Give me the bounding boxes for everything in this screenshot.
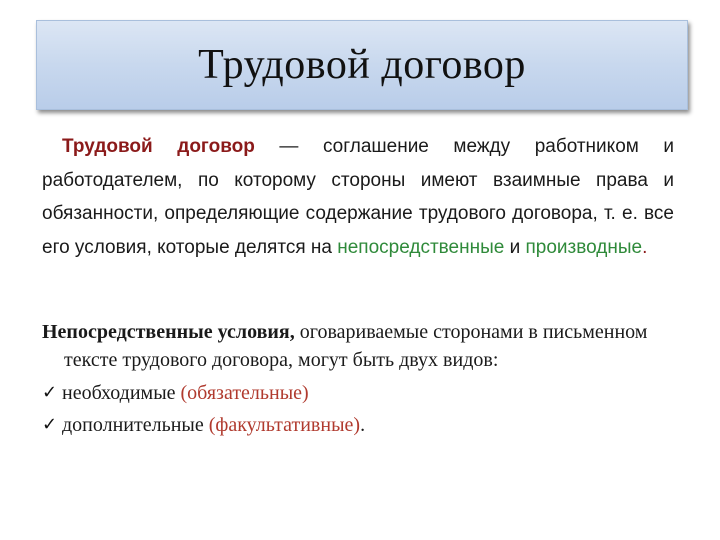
definition-paragraph: [42, 130, 674, 264]
definition-term: Трудовой договор: [62, 136, 255, 157]
check-icon: ✓: [42, 414, 58, 435]
list-item-end: .: [360, 414, 366, 436]
page-title: Трудовой договор: [198, 42, 526, 88]
conditions-paragraph: [42, 318, 682, 374]
definition-green-immediate: непосредственные: [337, 236, 505, 258]
list-item-label: дополнительные: [62, 414, 204, 436]
conditions-heading: Непосредственные условия,: [42, 321, 295, 343]
definition-text: — соглашение между работником и работодателем, по которому стороны имеют взаимные права и обязанности, определяющие содержание трудового договора, т. е. все его условия, которые делятся на: [42, 136, 674, 258]
definition-period: .: [642, 236, 648, 258]
list-item: [42, 411, 682, 443]
conditions-list: [42, 379, 682, 443]
conditions-section: [42, 318, 682, 443]
list-item: [42, 379, 682, 411]
title-banner: [36, 20, 688, 110]
list-item-note: (факультативные): [208, 414, 361, 436]
check-icon: ✓: [42, 382, 58, 403]
list-item-note: (обязательные): [180, 382, 309, 404]
definition-conjunction: и: [504, 236, 526, 258]
definition-green-derived: производные: [525, 236, 643, 258]
conditions-text: оговариваемые сторонами в письменном тексте трудового договора, могут быть двух видов:: [64, 321, 648, 371]
list-item-label: необходимые: [62, 382, 176, 404]
